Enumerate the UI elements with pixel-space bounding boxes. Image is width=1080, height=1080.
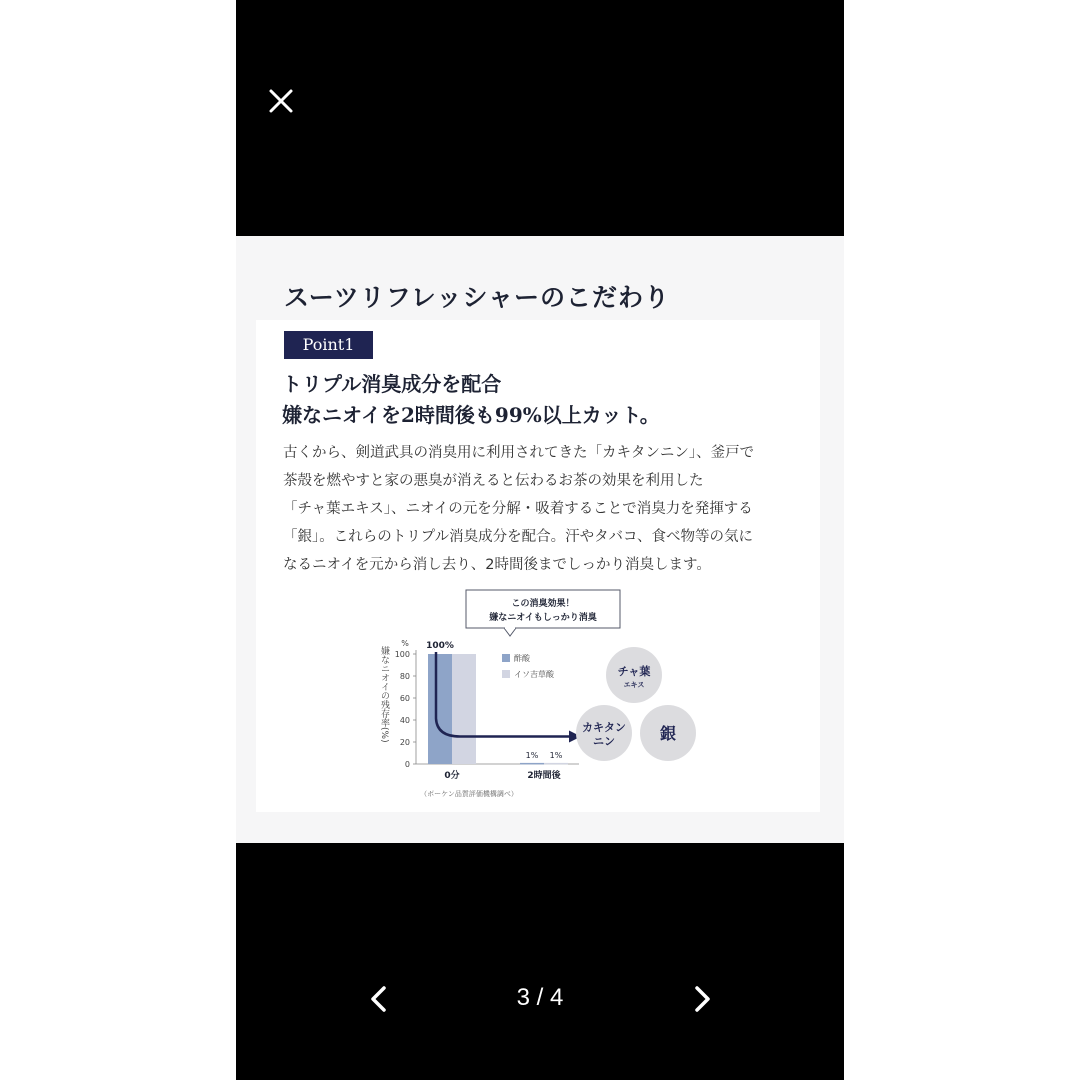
y-tick-label: 100 [394,650,410,659]
y-tick-label: 0 [404,760,410,769]
chevron-left-icon [359,979,399,1019]
deodorant-effect-chart [374,588,704,808]
y-tick-label: 80 [399,672,410,681]
legend-swatch-acetic [502,654,510,662]
y-tick-label: 40 [399,716,410,725]
legend-label-isovaleric: イソ吉草酸 [514,670,554,679]
subheading-line-1: トリプル消臭成分を配合 [282,372,502,396]
subheading-line-2: 嫌なニオイを2時間後も99%以上カット。 [282,403,660,427]
body-line: なるニオイを元から消し去り、2時間後までしっかり消臭します。 [283,557,711,573]
bar-0-0 [428,654,452,764]
callout-line-1: この消臭効果！ [511,599,575,609]
y-tick-label: 20 [399,738,410,747]
slide-body-text [283,439,754,579]
bar-1-0 [520,763,544,765]
bar-1-1 [544,763,568,765]
x-category-label: 0分 [444,771,460,781]
callout-pointer [504,628,516,636]
ingredient-persimmon-line1: カキタン [582,721,626,734]
chevron-right-icon [682,979,722,1019]
ingredient-persimmon-line2: ニン [593,735,615,748]
body-line: 「チャ葉エキス」、ニオイの元を分解・吸着することで消臭力を発揮する [283,501,753,517]
y-axis-label: 嫌なニオイの残存率(%) [379,646,389,743]
slide-image [236,236,844,843]
data-label: 1% [549,751,563,760]
close-button[interactable] [262,82,300,120]
page-counter: 3 / 4 [516,984,564,1011]
point-badge: Point1 [284,331,373,359]
chart-plot-area [395,641,581,781]
slide-subheading [282,369,660,431]
ingredient-tea-line2: エキス [623,681,645,689]
next-image-button[interactable] [682,979,722,1019]
legend-label-acetic: 酢酸 [514,654,530,663]
y-tick-label: 60 [399,694,410,703]
data-label: 100% [426,641,454,651]
slide-heading: スーツリフレッシャーのこだわり [284,283,671,312]
ingredient-tea-line1: チャ葉 [617,665,651,678]
source-note: （ボーケン品質評価機構調べ） [420,790,518,798]
callout-line-2: 嫌なニオイもしっかり消臭 [489,613,597,623]
body-line: 「銀」。これらのトリプル消臭成分を配合。汗やタバコ、食べ物等の気に [283,529,753,545]
x-category-label: 2時間後 [527,771,561,781]
data-label: 1% [525,751,539,760]
legend-swatch-isovaleric [502,670,510,678]
bar-0-1 [452,654,476,764]
close-icon [262,82,300,120]
body-line: 茶殻を燃やすと家の悪臭が消えると伝わるお茶の効果を利用した [283,473,704,489]
y-axis-unit: % [401,639,409,648]
ingredient-silver: 銀 [659,724,677,743]
previous-image-button[interactable] [359,979,399,1019]
body-line: 古くから、剣道武具の消臭用に利用されてきた「カキタンニン」、釜戸で [283,445,755,461]
